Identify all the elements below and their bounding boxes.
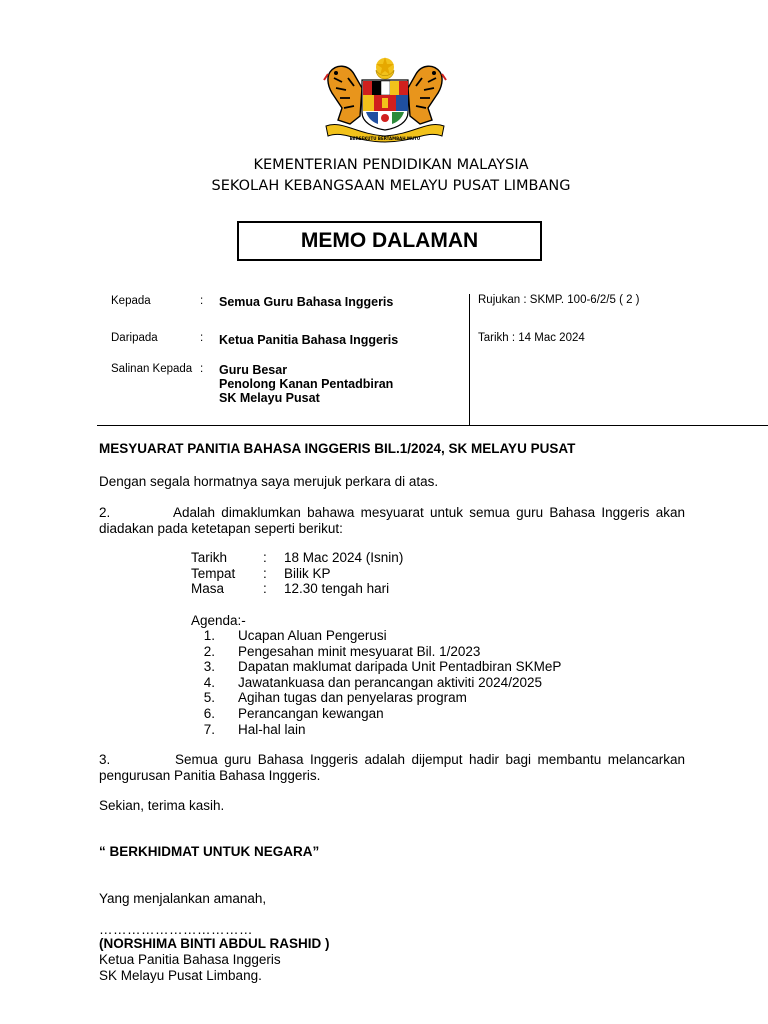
detail-colon: : bbox=[263, 550, 267, 565]
agenda-number: 4. bbox=[203, 674, 215, 690]
detail-row-place bbox=[191, 566, 403, 582]
agenda-list bbox=[191, 628, 561, 737]
agenda-item bbox=[191, 675, 561, 691]
detail-label: Masa bbox=[191, 581, 225, 597]
daripada-value: Ketua Panitia Bahasa Inggeris bbox=[219, 333, 399, 347]
agenda-text: Jawatankuasa dan perancangan aktiviti 2024/2025 bbox=[238, 674, 542, 690]
salinan-list bbox=[219, 363, 393, 405]
agenda-item bbox=[191, 628, 561, 644]
vertical-divider bbox=[469, 294, 470, 425]
agenda-item bbox=[191, 690, 561, 706]
motto-text: BERSEKUTU BERTAMBAH MUTU bbox=[349, 136, 421, 141]
agenda-text: Ucapan Aluan Pengerusi bbox=[238, 628, 387, 643]
greeting-paragraph: Dengan segala hormatnya saya merujuk perkara di atas. bbox=[99, 474, 439, 489]
detail-row-date bbox=[191, 550, 403, 566]
closing-line: Sekian, terima kasih. bbox=[99, 798, 225, 813]
coat-of-arms-logo bbox=[322, 54, 448, 144]
detail-value: 18 Mac 2024 (Isnin) bbox=[284, 550, 404, 565]
kepada-value: Semua Guru Bahasa Inggeris bbox=[219, 295, 394, 309]
rujukan-ref: Rujukan : SKMP. 100-6/2/5 ( 2 ) bbox=[478, 294, 640, 306]
agenda-number: 2. bbox=[203, 643, 215, 659]
signatory-name: (NORSHIMA BINTI ABDUL RASHID ) bbox=[99, 936, 330, 951]
signatory-position: Ketua Panitia Bahasa Inggeris bbox=[99, 952, 281, 967]
agenda-item bbox=[191, 644, 561, 660]
signature-line: …………………………… bbox=[99, 922, 253, 937]
daripada-label: Daripada bbox=[111, 332, 158, 344]
detail-label: Tarikh bbox=[191, 550, 228, 565]
shield-icon bbox=[362, 80, 408, 130]
paragraph-2: 2. Adalah dimaklumkan bahawa mesyuarat untuk semua guru Bahasa Inggeris akan diadakan pada ketetapan seperti berikut: bbox=[99, 505, 685, 536]
kepada-label: Kepada bbox=[111, 295, 151, 307]
ministry-name: KEMENTERIAN PENDIDIKAN MALAYSIA bbox=[253, 157, 529, 173]
agenda-number: 1. bbox=[203, 628, 215, 643]
detail-value: 12.30 tengah hari bbox=[284, 581, 390, 597]
memo-date: Tarikh : 14 Mac 2024 bbox=[478, 332, 585, 344]
kepada-colon: : bbox=[200, 295, 204, 307]
agenda-item bbox=[191, 722, 561, 738]
right-tiger-icon bbox=[408, 66, 446, 124]
agenda-text: Pengesahan minit mesyuarat Bil. 1/2023 bbox=[238, 643, 481, 659]
memo-title-box bbox=[237, 221, 542, 261]
signatory-school: SK Melayu Pusat Limbang. bbox=[99, 968, 262, 983]
detail-colon: : bbox=[263, 565, 267, 581]
agenda-text: Agihan tugas dan penyelaras program bbox=[238, 690, 467, 706]
meeting-details bbox=[191, 550, 403, 597]
left-tiger-icon bbox=[324, 66, 362, 124]
paragraph-3: 3. Semua guru Bahasa Inggeris adalah dijemput hadir bagi membantu melancarkan pengurusan Panitia Bahasa Inggeris. bbox=[99, 752, 685, 783]
agenda-text: Perancangan kewangan bbox=[238, 705, 384, 721]
daripada-colon: : bbox=[200, 332, 204, 344]
agenda-number: 7. bbox=[203, 721, 215, 737]
salinan-colon: : bbox=[200, 363, 204, 375]
salinan-item: SK Melayu Pusat bbox=[219, 391, 320, 405]
agenda-item bbox=[191, 706, 561, 722]
salinan-item: Penolong Kanan Pentadbiran bbox=[219, 377, 394, 391]
school-name: SEKOLAH KEBANGSAAN MELAYU PUSAT LIMBANG bbox=[211, 178, 571, 194]
agenda-number: 5. bbox=[203, 690, 215, 706]
memo-title: MEMO DALAMAN bbox=[300, 229, 479, 252]
agenda-item bbox=[191, 659, 561, 675]
agenda-title: Agenda:- bbox=[191, 613, 246, 628]
memo-subject: MESYUARAT PANITIA BAHASA INGGERIS BIL.1/2024, SK MELAYU PUSAT bbox=[99, 441, 576, 456]
motto-line: “ BERKHIDMAT UNTUK NEGARA” bbox=[99, 844, 320, 859]
detail-value: Bilik KP bbox=[284, 565, 331, 581]
agenda-number: 6. bbox=[203, 705, 215, 721]
agenda-number: 3. bbox=[203, 659, 215, 675]
agenda-text: Dapatan maklumat daripada Unit Pentadbiran SKMeP bbox=[238, 659, 562, 675]
crest-star-moon-icon bbox=[376, 57, 394, 79]
signoff-line: Yang menjalankan amanah, bbox=[99, 891, 267, 906]
salinan-label: Salinan Kepada bbox=[111, 363, 193, 375]
agenda-text: Hal-hal lain bbox=[238, 721, 306, 737]
salinan-item: Guru Besar bbox=[219, 363, 288, 377]
detail-row-time bbox=[191, 581, 403, 597]
detail-colon: : bbox=[263, 581, 267, 597]
detail-label: Tempat bbox=[191, 565, 236, 581]
horizontal-divider bbox=[97, 425, 768, 426]
